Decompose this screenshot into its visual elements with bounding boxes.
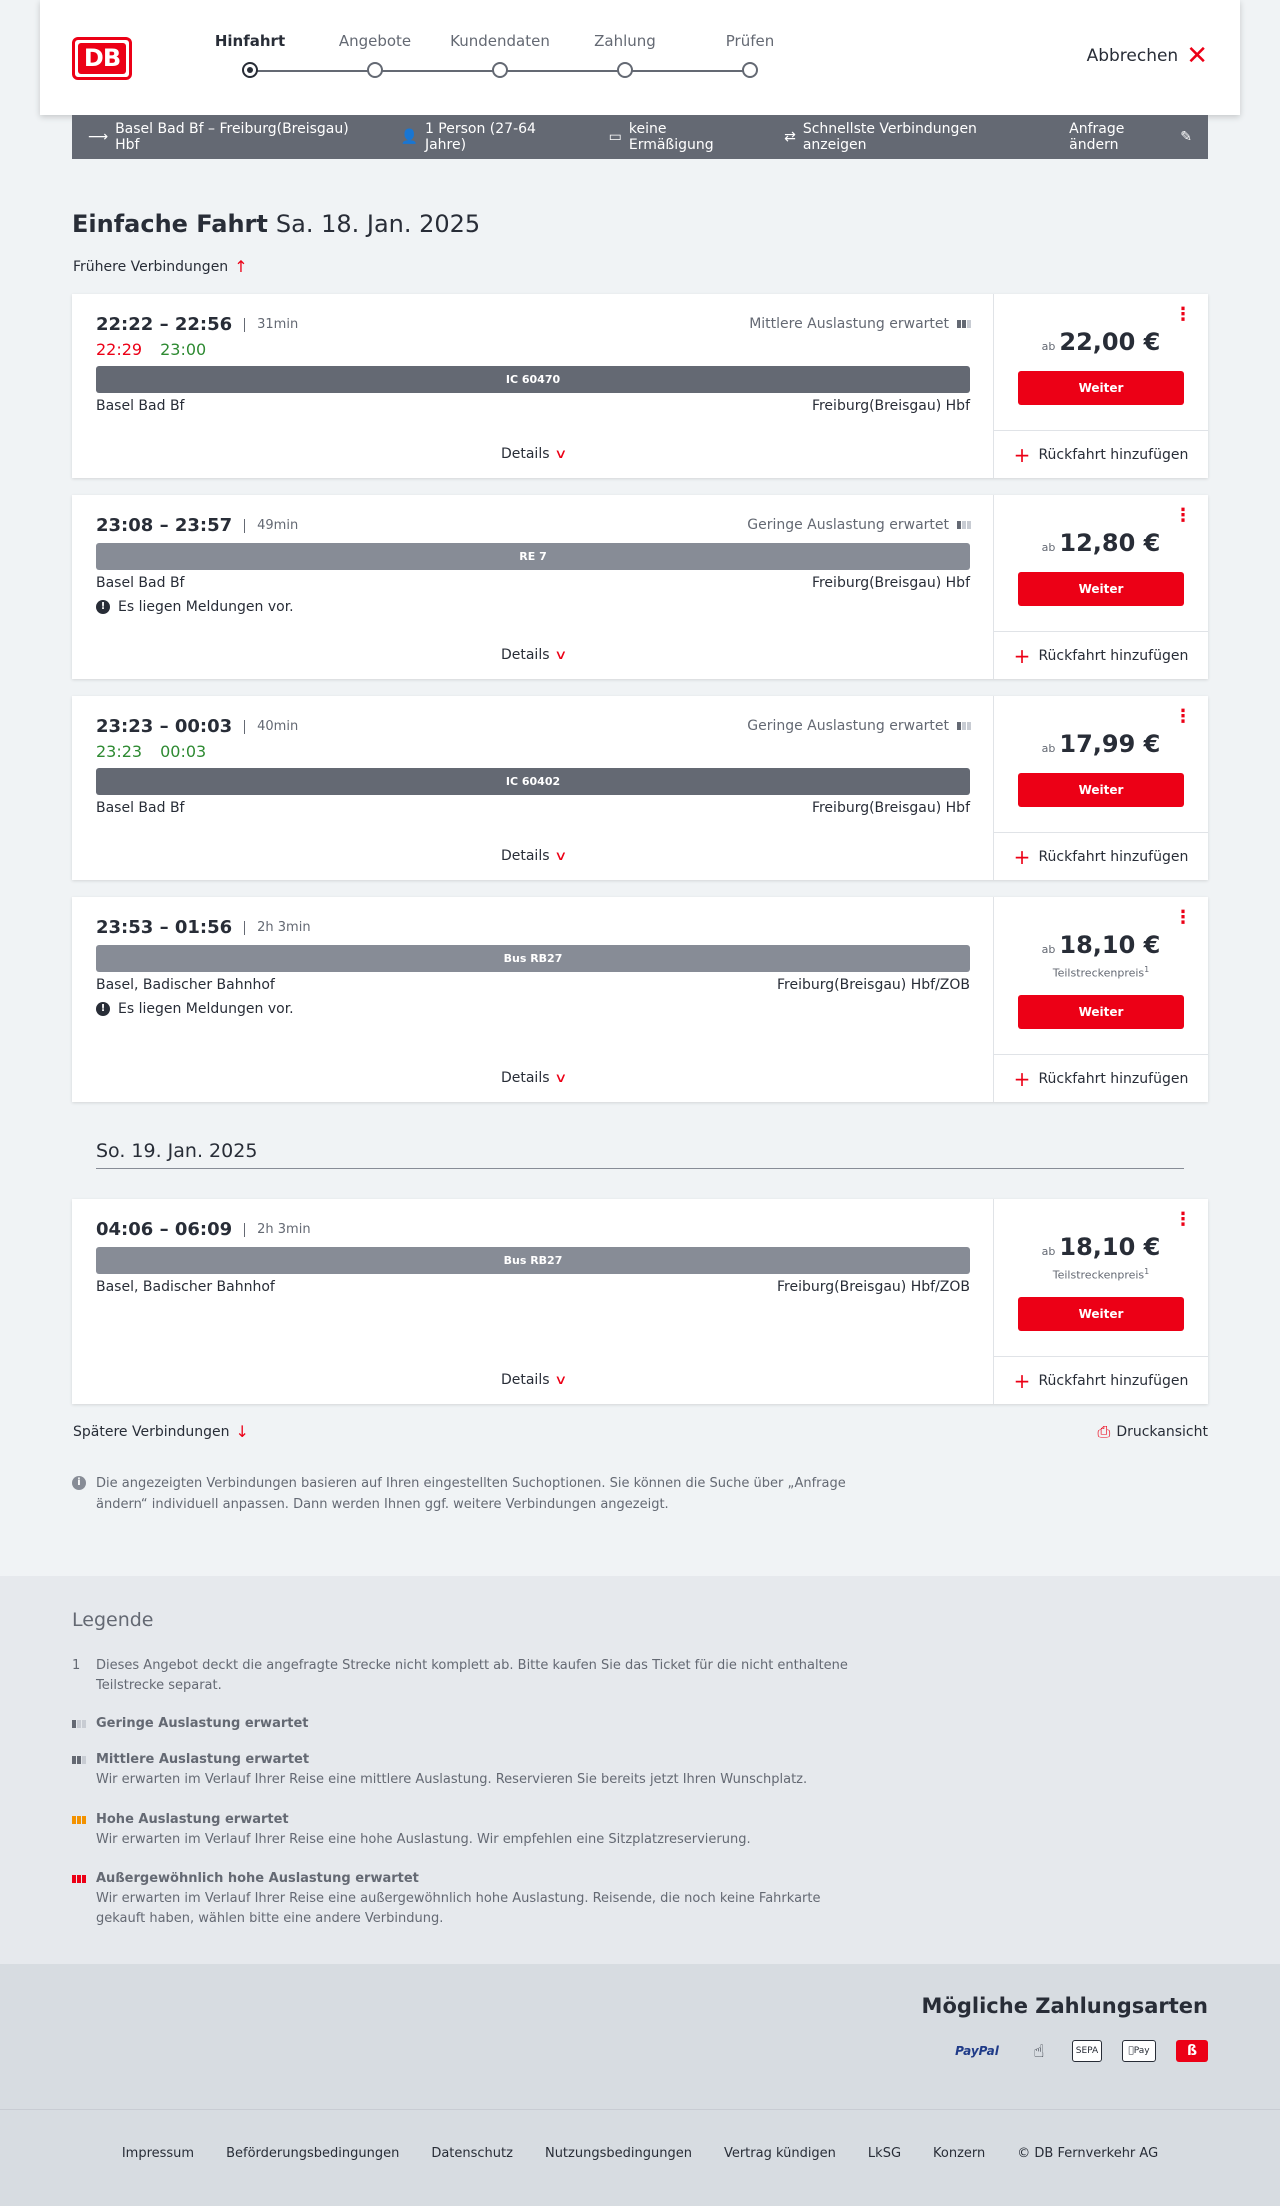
connection-times: 04:06 – 06:09 2h 3min (96, 1219, 311, 1240)
change-request-button[interactable]: Anfrage ändern ✎ (1069, 121, 1192, 153)
step-dot (242, 62, 258, 78)
step-pruefen: Prüfen (690, 30, 810, 52)
info-icon: i (72, 1476, 86, 1490)
search-summary-bar (72, 115, 1208, 159)
legend-low: Geringe Auslastung erwartet (72, 1714, 852, 1734)
footer-link-impressum[interactable]: Impressum (121, 2146, 195, 2161)
occupancy-info: Geringe Auslastung erwartet (747, 718, 971, 734)
duration: 31min (244, 318, 298, 332)
offer-panel (994, 495, 1208, 679)
chevron-down-icon: ∨ (553, 447, 567, 462)
price: ab 22,00 € (1041, 328, 1161, 356)
person-icon: 👤 (400, 129, 418, 145)
realtime-info: 23:23 00:03 (96, 742, 207, 761)
connection-times: 22:22 – 22:56 31min (96, 314, 299, 335)
step-hinfahrt: Hinfahrt (190, 30, 310, 52)
db-card-icon: ß (1176, 2040, 1208, 2062)
fastest-connections-toggle[interactable]: ⇄ Schnellste Verbindungen anzeigen (784, 121, 977, 153)
search-info-note: i Die angezeigten Verbindungen basieren auf Ihren eingestellten Suchoptionen. Sie können die Suche über „Anfrage ändern“ individuell anpassen. Dann werden Ihnen ggf. weitere Verbindungen angezeigt. (72, 1473, 852, 1515)
arrow-up-icon: ↑ (234, 257, 248, 276)
connection-main[interactable] (72, 294, 994, 478)
copyright: © DB Fernverkehr AG (1017, 2146, 1159, 2161)
sepa-icon: SEPA (1072, 2040, 1102, 2062)
sliders-icon: ⇄ (784, 129, 796, 145)
route-summary[interactable]: ⟶ Basel Bad Bf – Freiburg(Breisgau) Hbf (88, 121, 349, 153)
weiter-button[interactable]: Weiter (1018, 773, 1184, 807)
alert-icon: ! (96, 1002, 110, 1016)
duration: 2h 3min (244, 921, 310, 935)
footer-link-nutzungsbedingungen[interactable]: Nutzungsbedingungen (544, 2146, 692, 2161)
partial-price-note: Teilstreckenpreis$^1$ (1052, 965, 1150, 980)
legend-title: Legende (72, 1609, 154, 1631)
details-toggle[interactable]: Details ∨ (500, 446, 567, 462)
plus-icon: + (1013, 1368, 1031, 1393)
later-connections-link[interactable]: Spätere Verbindungen ↓ (73, 1422, 249, 1441)
price: ab 18,10 € (1041, 1233, 1161, 1261)
discount-summary[interactable]: ▭ keine Ermäßigung (608, 121, 714, 153)
notice[interactable]: ! Es liegen Meldungen vor. (96, 599, 294, 615)
more-options-icon[interactable]: ⋮ (1174, 304, 1192, 325)
occupancy-info: Geringe Auslastung erwartet (747, 517, 971, 533)
chevron-down-icon: ∨ (553, 1071, 567, 1086)
alert-icon: ! (96, 600, 110, 614)
occupancy-low-icon (957, 521, 971, 529)
pencil-icon: ✎ (1180, 129, 1192, 145)
legend-extreme: Außergewöhnlich hohe Auslastung erwartet Wir erwarten im Verlauf Ihrer Reise eine außergewöhnlich hohe Auslastung. Reisende, die noch keine Fahrkarte gekauft haben, wählen bitte eine andere Verbindung. (72, 1869, 852, 1929)
step-zahlung: Zahlung (565, 30, 685, 52)
offer-panel (994, 897, 1208, 1102)
partial-price-note: Teilstreckenpreis$^1$ (1052, 1267, 1150, 1282)
page-title: Einfache Fahrt Sa. 18. Jan. 2025 (72, 210, 481, 238)
paypal-icon: PayPal (955, 2044, 999, 2058)
details-toggle[interactable]: Details ∨ (500, 1372, 567, 1388)
contactless-card-icon: ☝ (1033, 2040, 1045, 2062)
more-options-icon[interactable]: ⋮ (1174, 505, 1192, 526)
occupancy-high-icon (72, 1816, 86, 1824)
legend-high: Hohe Auslastung erwartet Wir erwarten im Verlauf Ihrer Reise eine hohe Auslastung. Wir empfehlen eine Sitzplatzreservierung. (72, 1810, 852, 1850)
legend-medium: Mittlere Auslastung erwartet Wir erwarten im Verlauf Ihrer Reise eine mittlere Auslastung. Reservieren Sie bereits jetzt Ihren Wunschplatz. (72, 1750, 852, 1790)
arrow-down-icon: ↓ (235, 1422, 249, 1441)
plus-icon: + (1013, 442, 1031, 467)
details-toggle[interactable]: Details ∨ (500, 1070, 567, 1086)
connection-card (72, 897, 1208, 1102)
date-separator: So. 19. Jan. 2025 (96, 1140, 1184, 1169)
notice[interactable]: ! Es liegen Meldungen vor. (96, 1001, 294, 1017)
step-dot (742, 62, 758, 78)
footer-link-datenschutz[interactable]: Datenschutz (431, 2146, 513, 2161)
train-bar[interactable]: IC 60402 (96, 768, 970, 795)
plus-icon: + (1013, 643, 1031, 668)
print-view-link[interactable]: ⎙ Druckansicht (1097, 1422, 1208, 1441)
payment-title: Mögliche Zahlungsarten (921, 1994, 1208, 2018)
occupancy-info: Mittlere Auslastung erwartet (749, 316, 971, 332)
step-dot (617, 62, 633, 78)
plus-icon: + (1013, 844, 1031, 869)
step-angebote: Angebote (315, 30, 435, 52)
footer-link-konzern[interactable]: Konzern (933, 2146, 986, 2161)
weiter-button[interactable]: Weiter (1018, 572, 1184, 606)
add-return-button[interactable]: + Rückfahrt hinzufügen (994, 1054, 1208, 1102)
weiter-button[interactable]: Weiter (1018, 1297, 1184, 1331)
occupancy-medium-icon (72, 1756, 86, 1764)
arrow-right-icon: ⟶ (88, 129, 109, 145)
db-logo[interactable]: DB (72, 37, 132, 80)
cancel-button[interactable]: Abbrechen ✕ (1086, 41, 1208, 71)
earlier-connections-link[interactable]: Frühere Verbindungen ↑ (73, 257, 248, 276)
details-toggle[interactable]: Details ∨ (500, 647, 567, 663)
footer-link-lksg[interactable]: LkSG (867, 2146, 902, 2161)
train-bar[interactable]: Bus RB27 (96, 1247, 970, 1274)
more-options-icon[interactable]: ⋮ (1174, 907, 1192, 928)
step-dot (367, 62, 383, 78)
payment-icons (948, 2040, 1208, 2062)
chevron-down-icon: ∨ (553, 648, 567, 663)
printer-icon: ⎙ (1097, 1422, 1111, 1441)
plus-icon: + (1013, 1066, 1031, 1091)
footer (0, 2110, 1280, 2206)
occupancy-low-icon (72, 1720, 86, 1728)
connection-card (72, 1199, 1208, 1404)
more-options-icon[interactable]: ⋮ (1174, 1209, 1192, 1230)
chevron-down-icon: ∨ (553, 1373, 567, 1388)
persons-summary[interactable]: 👤 1 Person (27-64 Jahre) (400, 121, 536, 153)
connection-card (72, 696, 1208, 880)
weiter-button[interactable]: Weiter (1018, 371, 1184, 405)
offer-panel (994, 294, 1208, 478)
step-kundendaten: Kundendaten (440, 30, 560, 52)
occupancy-medium-icon (957, 320, 971, 328)
stations: Basel Bad Bf Freiburg(Breisgau) Hbf (96, 398, 970, 414)
price: ab 12,80 € (1041, 529, 1161, 557)
card-icon: ▭ (608, 129, 622, 145)
add-return-button[interactable]: + Rückfahrt hinzufügen (994, 430, 1208, 478)
stations: Basel, Badischer Bahnhof Freiburg(Breisgau) Hbf/ZOB (96, 1279, 970, 1295)
train-bar[interactable]: Bus RB27 (96, 945, 970, 972)
legend-footnote: 1 Dieses Angebot deckt die angefragte Strecke nicht komplett ab. Bitte kaufen Sie das Ticket für die nicht enthaltene Teilstrecke separat. (72, 1658, 848, 1693)
train-bar[interactable]: RE 7 (96, 543, 970, 570)
footer-link-befoerderungsbedingungen[interactable]: Beförderungsbedingungen (226, 2146, 400, 2161)
train-bar[interactable]: IC 60470 (96, 366, 970, 393)
connection-card (72, 294, 1208, 478)
apple-pay-icon: Pay (1122, 2040, 1156, 2062)
add-return-button[interactable]: + Rückfahrt hinzufügen (994, 1356, 1208, 1404)
connection-times: 23:53 – 01:56 2h 3min (96, 917, 311, 938)
footer-links (0, 2146, 1280, 2161)
offer-panel (994, 1199, 1208, 1404)
connection-times: 23:23 – 00:03 40min (96, 716, 299, 737)
duration: 40min (244, 720, 298, 734)
connection-main[interactable] (72, 495, 994, 679)
close-icon: ✕ (1186, 41, 1208, 71)
weiter-button[interactable]: Weiter (1018, 995, 1184, 1029)
occupancy-extreme-icon (72, 1875, 86, 1883)
duration: 49min (244, 519, 298, 533)
stations: Basel Bad Bf Freiburg(Breisgau) Hbf (96, 800, 970, 816)
connection-main[interactable] (72, 897, 994, 1102)
more-options-icon[interactable]: ⋮ (1174, 706, 1192, 727)
stations: Basel Bad Bf Freiburg(Breisgau) Hbf (96, 575, 970, 591)
occupancy-low-icon (957, 722, 971, 730)
connection-times: 23:08 – 23:57 49min (96, 515, 299, 536)
details-toggle[interactable]: Details ∨ (500, 848, 567, 864)
progress-steps (210, 30, 775, 90)
footer-link-vertrag-kuendigen[interactable]: Vertrag kündigen (723, 2146, 836, 2161)
connection-main[interactable] (72, 696, 994, 880)
step-dot (492, 62, 508, 78)
realtime-info: 22:29 23:00 (96, 340, 207, 359)
connection-card (72, 495, 1208, 679)
payment-section (0, 1964, 1280, 2110)
add-return-button[interactable]: + Rückfahrt hinzufügen (994, 832, 1208, 880)
legend-section (0, 1576, 1280, 1964)
add-return-button[interactable]: + Rückfahrt hinzufügen (994, 631, 1208, 679)
chevron-down-icon: ∨ (553, 849, 567, 864)
duration: 2h 3min (244, 1223, 310, 1237)
offer-panel (994, 696, 1208, 880)
connection-main[interactable] (72, 1199, 994, 1404)
price: ab 18,10 € (1041, 931, 1161, 959)
stations: Basel, Badischer Bahnhof Freiburg(Breisgau) Hbf/ZOB (96, 977, 970, 993)
price: ab 17,99 € (1041, 730, 1161, 758)
booking-header (40, 0, 1240, 115)
